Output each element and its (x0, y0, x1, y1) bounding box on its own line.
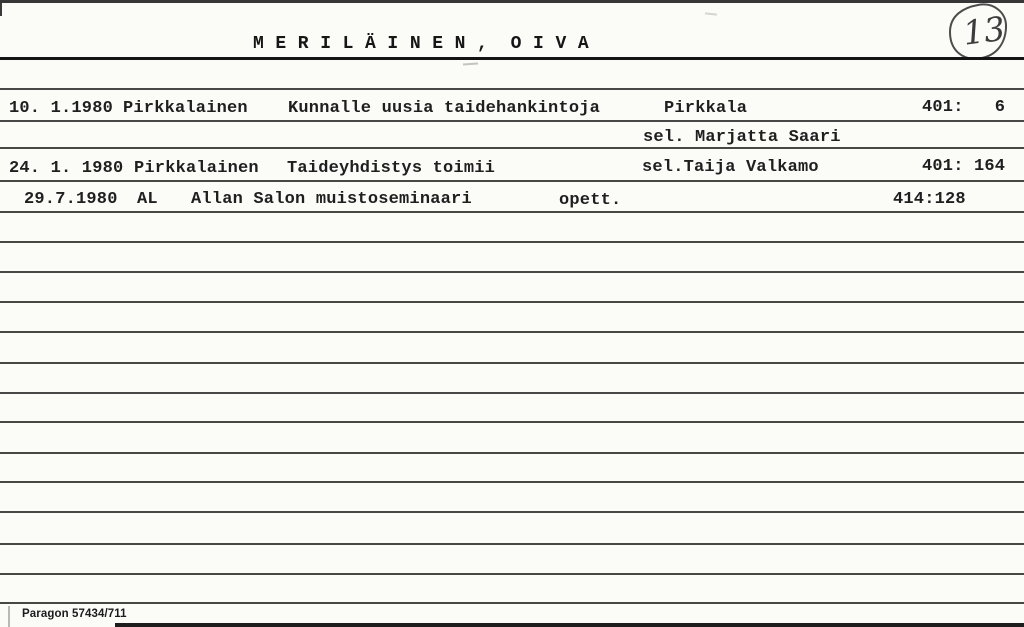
circled-page-number (941, 1, 1015, 63)
entry-ref: 401: 6 (922, 98, 1006, 117)
rule-line (0, 331, 1024, 333)
entry-ref: 401: 164 (922, 157, 1006, 176)
rule-line (0, 362, 1024, 364)
rule-line (0, 211, 1024, 213)
rule-line (0, 573, 1024, 575)
entry-source: Pirkkalainen (123, 99, 248, 118)
rule-line (0, 301, 1024, 303)
entry-date: 29.7.1980 (24, 190, 118, 209)
card-stock-mark: Paragon 57434/711 (22, 608, 127, 620)
entry-note: opett. (559, 191, 622, 210)
rule-line (0, 392, 1024, 394)
footer-crop-tick (8, 606, 10, 627)
entry-place: Pirkkala (664, 99, 748, 118)
rule-line (0, 147, 1024, 149)
rule-line (0, 421, 1024, 423)
entry-note: sel.Taija Valkamo (642, 158, 819, 177)
entry-source: AL (137, 190, 158, 209)
rule-line (0, 241, 1024, 243)
rule-line (0, 481, 1024, 483)
rule-line (0, 180, 1024, 182)
scan-bottom-edge (115, 623, 1024, 627)
entry-date: 24. 1. 1980 (9, 159, 124, 178)
entry-headline: Kunnalle uusia taidehankintoja (288, 99, 601, 118)
entry-source: Pirkkalainen (134, 159, 259, 178)
scan-left-tick (0, 3, 2, 16)
scan-smudge (705, 12, 717, 15)
entry-note: sel. Marjatta Saari (643, 128, 841, 147)
rule-line (0, 88, 1024, 90)
scan-top-edge (0, 0, 1024, 3)
rule-line (0, 452, 1024, 454)
rule-line (0, 511, 1024, 513)
rule-line (0, 120, 1024, 122)
rule-line (0, 271, 1024, 273)
entry-date: 10. 1.1980 (9, 99, 114, 118)
entry-headline: Taideyhdistys toimii (287, 159, 496, 178)
entry-ref: 414:128 (893, 190, 966, 209)
page-number: 13 (960, 8, 1008, 53)
rule-line (0, 602, 1024, 604)
scan-smudge (463, 62, 478, 65)
card-title: M E R I L Ä I N E N , O I V A (253, 34, 590, 54)
entry-headline: Allan Salon muistoseminaari (191, 190, 472, 209)
rule-line (0, 543, 1024, 545)
title-underline (0, 57, 1024, 60)
